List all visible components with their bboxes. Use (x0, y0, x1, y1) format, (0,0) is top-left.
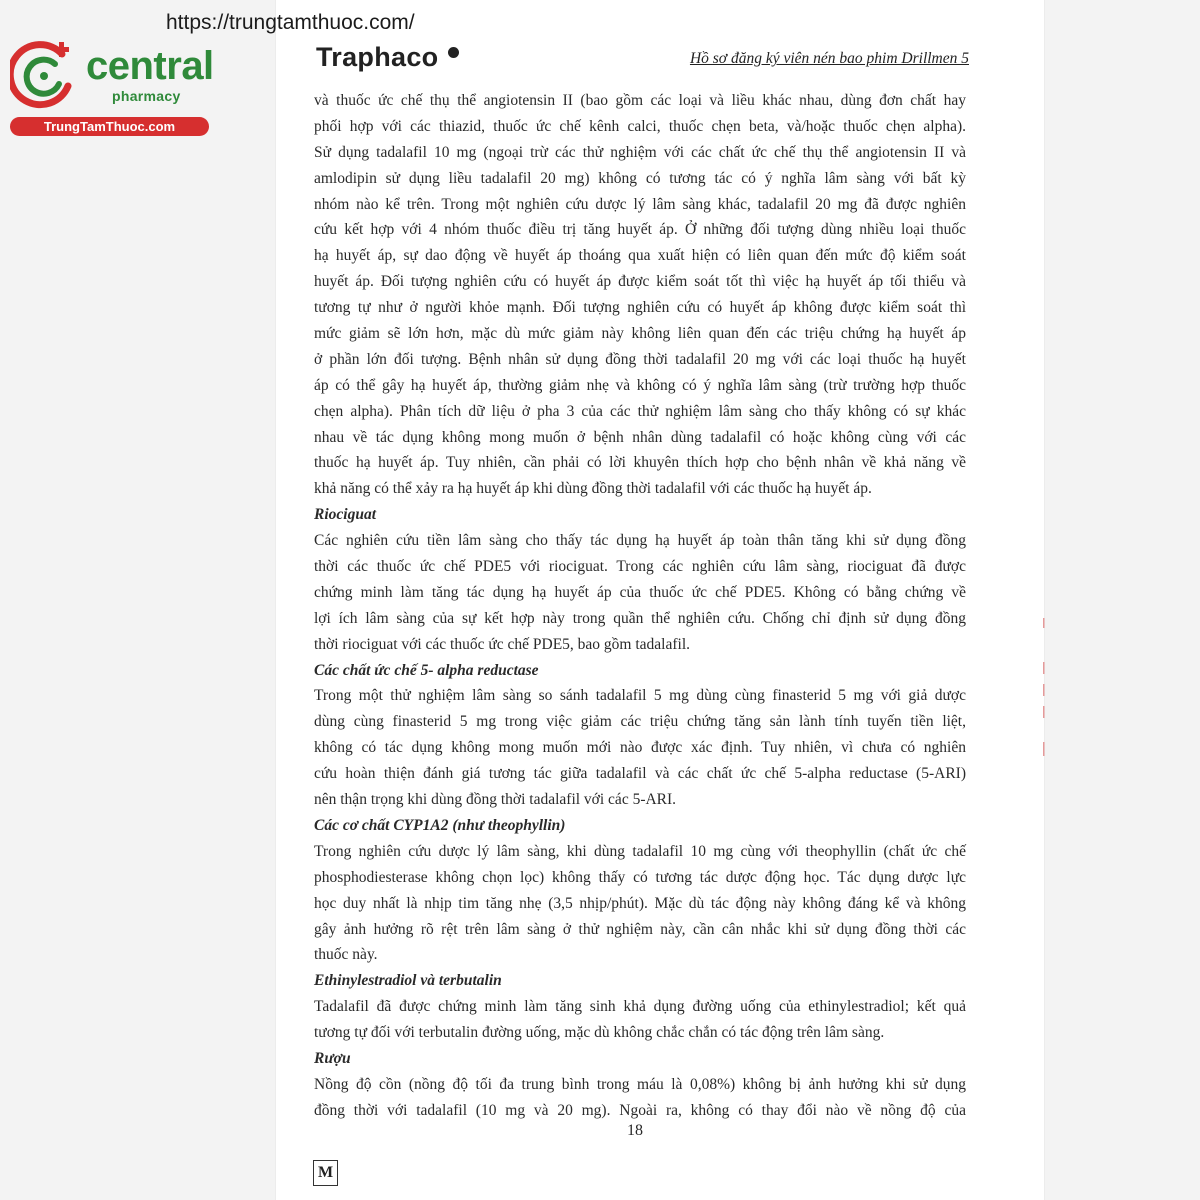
text-line: Trong nghiên cứu dược lý lâm sàng, khi dùng tadalafil 10 mg cùng với theophyllin (chất ức chế (314, 842, 966, 860)
text-line: thời riociguat với các thuốc ức chế PDE5, bao gồm tadalafil. (314, 635, 691, 653)
watermark-logo-sub: pharmacy (112, 88, 181, 104)
text-line: cứu kết hợp với 4 nhóm thuốc điều trị tăng huyết áp. Ở những đối tượng dùng nhiều loại thuốc (314, 221, 966, 239)
text-line: gây ảnh hưởng rõ rệt trên lâm sàng ở thử nghiệm này, cần cân nhắc khi sử dụng đồng thời các (314, 920, 966, 938)
section-heading: Các cơ chất CYP1A2 (như theophyllin) (314, 816, 566, 834)
text-line: khả năng có thể xảy ra hạ huyết áp khi dùng đồng thời tadalafil với các thuốc hạ huyết áp. (314, 480, 872, 498)
text-line: thời các thuốc ức chế PDE5 với riociguat. Trong các nghiên cứu lâm sàng, riociguat đã được (314, 558, 966, 576)
text-line: Trong một thử nghiệm lâm sàng so sánh tadalafil 5 mg dùng cùng finasterid 5 mg với giả dược (314, 687, 966, 705)
text-line: Tadalafil đã được chứng minh làm tăng sinh khả dụng đường uống của ethinylestradiol; kết quả (314, 998, 966, 1016)
text-line: nên thận trọng khi dùng đồng thời tadalafil với các 5-ARI. (314, 791, 677, 809)
text-line: ở phần lớn đối tượng. Bệnh nhân sử dụng đồng thời tadalafil 20 mg với các loại thuốc hạ huyết (314, 350, 966, 368)
section-heading: Riociguat (314, 506, 377, 524)
central-pharmacy-logo-icon (10, 38, 80, 110)
text-line: hạ huyết áp, sự dao động về huyết áp thoáng qua xuất hiện có liên quan đến mức độ kiểm soát (314, 247, 966, 265)
text-line: mức giảm sẽ lớn hơn, mặc dù mức giảm này không liên quan đến các triệu chứng hạ huyết áp (314, 325, 966, 343)
text-line: chứng minh làm tăng tác dụng hạ huyết áp của thuốc ức chế PDE5. Không có bằng chứng về (314, 583, 966, 601)
text-line: thuốc hạ huyết áp. Tuy nhiên, cần phải có lời khuyên thích hợp cho bệnh nhân về khả năng về (314, 454, 966, 472)
document-body (314, 88, 966, 1124)
document-title: Hồ sơ đăng ký viên nén bao phim Drillmen 5 (689, 50, 969, 67)
section-heading: Các chất ức chế 5- alpha reductase (314, 661, 539, 679)
text-line: phosphodiesterase không chọn lọc) không thấy có tương tác dược động học. Tác dụng dược lực (314, 868, 966, 886)
text-line: nhóm nào kể trên. Trong một nghiên cứu dược lý lâm sàng khác, tadalafil 20 mg đã được nghiên (314, 195, 966, 213)
watermark-url: https://trungtamthuoc.com/ (166, 11, 415, 34)
text-line: Các nghiên cứu tiền lâm sàng cho thấy tác dụng hạ huyết áp toàn thân tăng khi sử dụng đồng (314, 532, 966, 550)
text-line: Nồng độ cồn (nồng độ tối đa trung bình trong máu là 0,08%) không bị ảnh hưởng khi sử dụng (314, 1075, 966, 1093)
text-line: tương tự như ở người khỏe mạnh. Đối tượng nghiên cứu có huyết áp không được kiểm soát thì (314, 299, 966, 317)
company-brand: Traphaco (316, 42, 439, 72)
section-heading: Rượu (314, 1049, 351, 1067)
text-line: thuốc này. (314, 946, 378, 964)
text-line: lợi ích lâm sàng của sự kết hợp này trong quần thể nghiên cứu. Chống chỉ định sử dụng đồng (314, 609, 966, 627)
page-number: 18 (627, 1122, 643, 1139)
text-line: Sử dụng tadalafil 10 mg (ngoại trừ các thử nghiệm với các chất ức chế thụ thể angiotensin II và (314, 143, 966, 161)
watermark-logo-name: central (86, 44, 214, 88)
text-line: dùng cùng finasterid 5 mg trong việc giảm các triệu chứng tăng sản lành tính tuyến tiền liệt, (314, 713, 966, 731)
text-line: amlodipin sử dụng liều tadalafil 20 mg) không có tương tác có ý nghĩa lâm sàng với bất kỳ (314, 169, 966, 187)
text-line: chẹn alpha). Phân tích dữ liệu ở pha 3 của các thử nghiệm lâm sàng cho thấy không có sự khác (314, 402, 966, 420)
text-line: nhau về tác dụng không mong muốn ở bệnh nhân dùng tadalafil có hoặc không cùng với các (314, 428, 966, 446)
text-line: phối hợp với các thiazid, thuốc ức chế kênh calci, thuốc chẹn beta, và/hoặc thuốc chẹn alpha). (314, 117, 966, 135)
watermark-badge: TrungTamThuoc.com (10, 117, 209, 136)
brand-mark-icon (448, 47, 459, 58)
text-line: đồng thời với tadalafil (10 mg và 20 mg). Ngoài ra, không có thay đổi nào về nồng độ của (314, 1101, 966, 1119)
text-line: và thuốc ức chế thụ thể angiotensin II (bao gồm các loại và liều khác nhau, dùng đơn chất hay (314, 92, 966, 109)
stamp-mark: M (313, 1160, 338, 1186)
text-line: áp có thể gây hạ huyết áp, thường giảm nhẹ và không có ý nghĩa lâm sàng (trừ trường hợp thuốc (314, 376, 966, 394)
text-line: tương tự đối với terbutalin đường uống, mặc dù không chắc chắn có tác động trên lâm sàng. (314, 1024, 885, 1042)
text-line: học duy nhất là nhịp tim tăng nhẹ (3,5 nhịp/phút). Mặc dù tác động này không đáng kể và không (314, 894, 966, 912)
section-heading: Ethinylestradiol và terbutalin (314, 972, 502, 990)
text-line: cứu hoàn thiện đánh giá tương tác giữa tadalafil và các chất ức chế 5-alpha reductase (5-ARI) (314, 765, 966, 783)
margin-marks (1040, 614, 1048, 774)
text-line: không có tác dụng không mong muốn mới nào được xác định. Tuy nhiên, vì chưa có nghiên (314, 739, 966, 757)
text-line: huyết áp. Đối tượng nghiên cứu có huyết áp được kiểm soát tốt thì việc hạ huyết áp tối thiểu và (314, 273, 966, 291)
